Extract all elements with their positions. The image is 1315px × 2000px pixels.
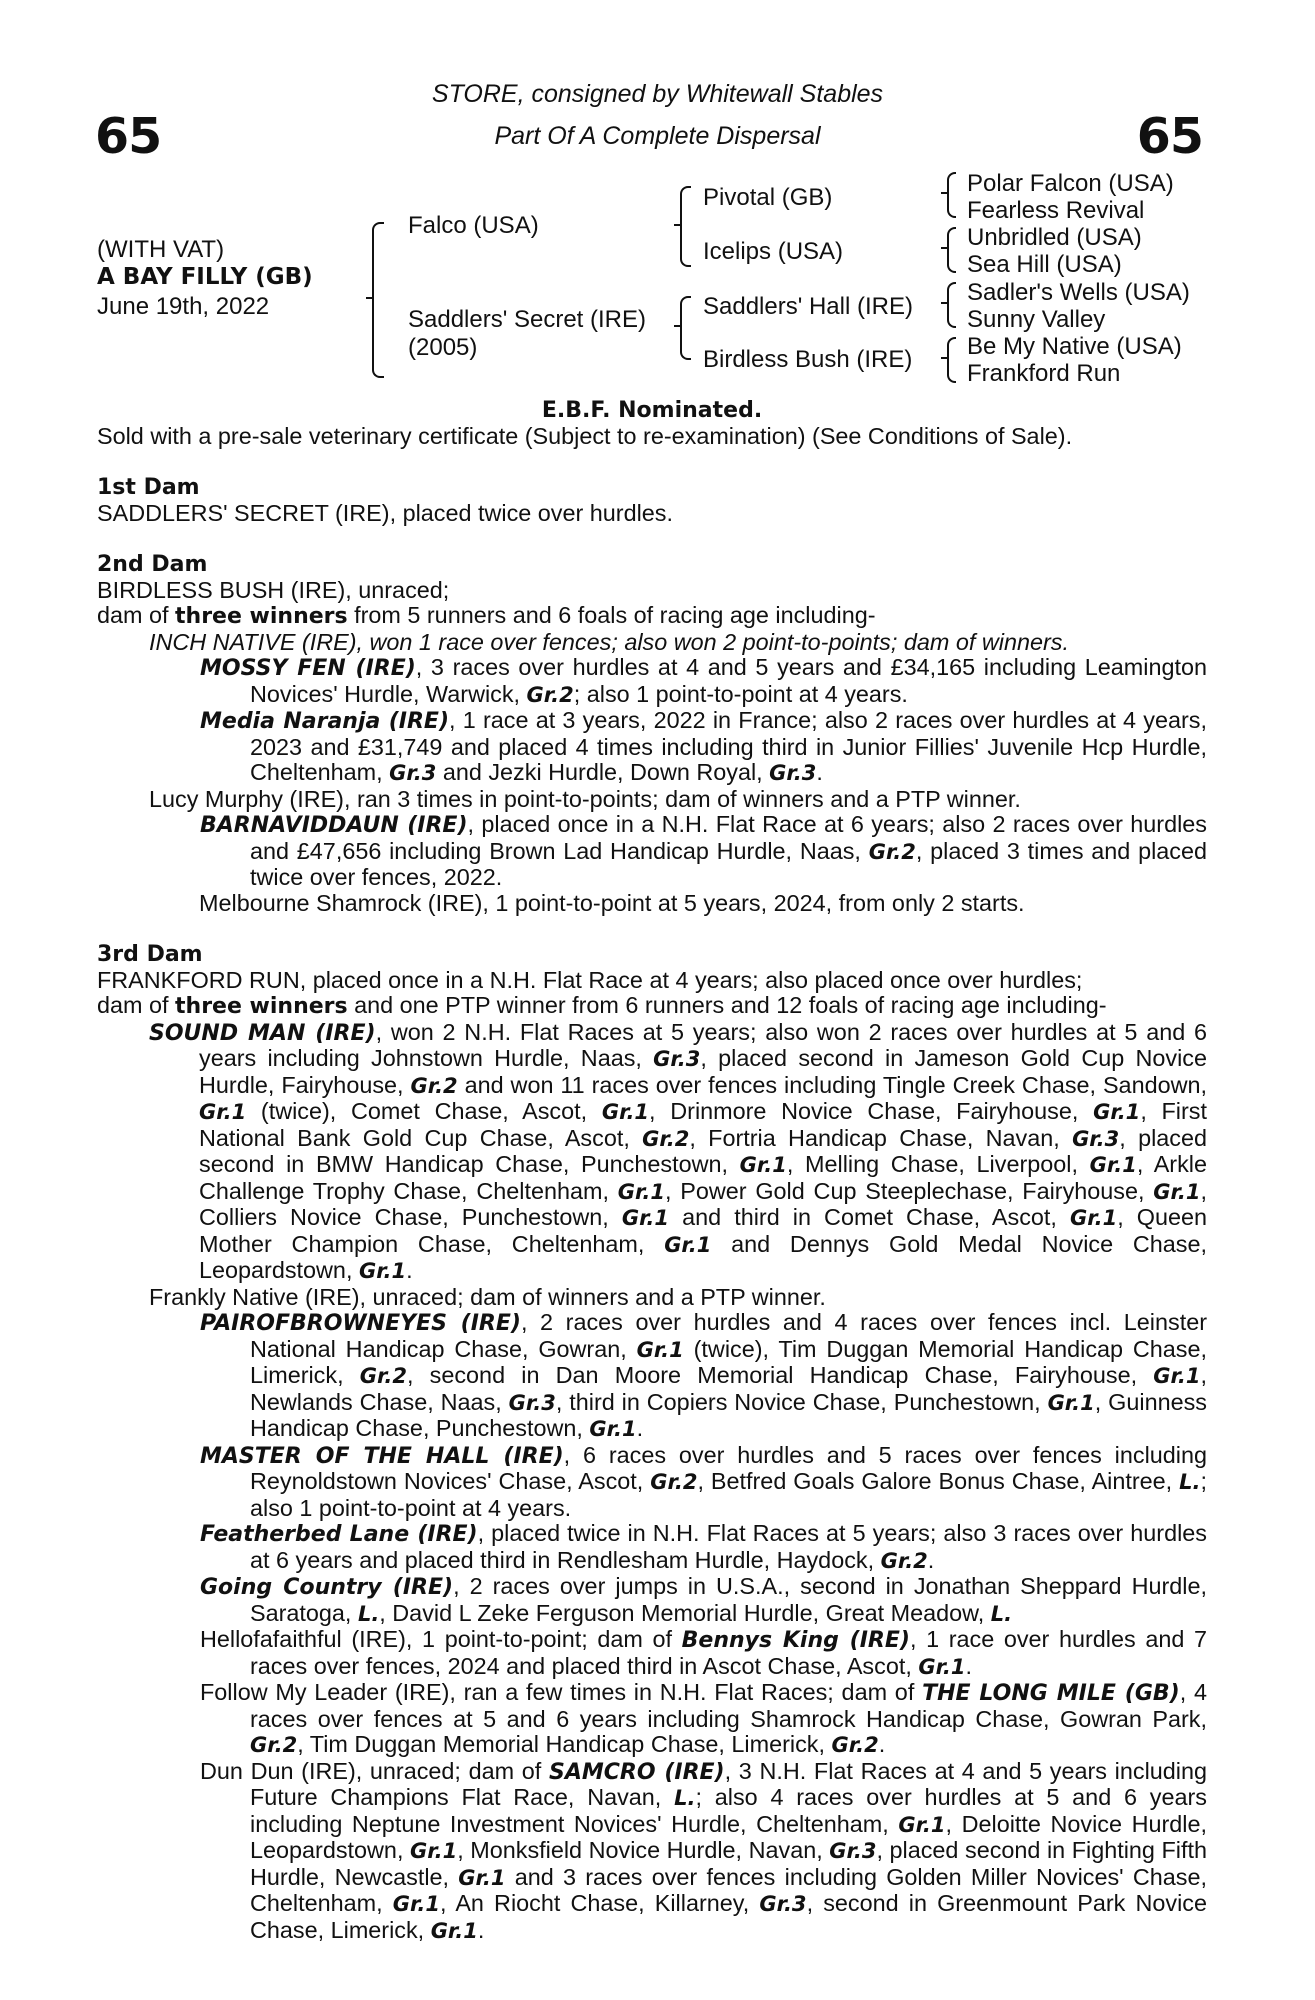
race-text: . (477, 1916, 485, 1943)
race-text: , 3 N.H. Flat Races at 4 and 5 years including Future Champions Flat Race, Navan, (250, 1757, 1207, 1810)
race-text: , An Riocht Chase, Killarney, (439, 1890, 760, 1916)
horse-name: THE LONG MILE (GB) (922, 1681, 1180, 1706)
horse-name: SAMCRO (IRE) (548, 1759, 725, 1785)
dam-bracket (680, 296, 691, 360)
race-grade: Gr.2 (410, 1073, 458, 1098)
text: and one PTP winner from 6 runners and 12 foals of racing age including- (347, 992, 1107, 1018)
race-grade: Gr.1 (458, 1865, 506, 1890)
race-text: . (965, 1652, 973, 1679)
race-text: . (927, 1546, 935, 1573)
dam: Saddlers' Secret (IRE) (408, 306, 646, 333)
text: Dun Dun (IRE), unraced; dam of (200, 1757, 549, 1784)
produce-going-country (97, 1574, 1207, 1627)
race-text: , David L Zeke Ferguson Memorial Hurdle, Great Meadow, (379, 1599, 991, 1626)
pedigree-bracket (372, 222, 384, 378)
race-text: . (878, 1731, 886, 1757)
race-grade: Gr.1 (358, 1259, 407, 1283)
race-grade: Gr.2 (650, 1470, 698, 1494)
produce-melbourne-shamrock: Melbourne Shamrock (IRE), 1 point-to-point at 5 years, 2024, from only 2 starts. (199, 889, 1025, 916)
race-grade: Gr.2 (880, 1548, 928, 1573)
ebf-nominated: E.B.F. Nominated. (541, 398, 763, 423)
race-grade: Gr.3 (1072, 1126, 1120, 1151)
race-text: , Guinness Handicap Chase, Punchestown, (250, 1388, 1207, 1441)
produce-barnaviddaun (97, 812, 1207, 891)
race-text: , Betfred Goals Galore Bonus Chase, Aintree, (697, 1468, 1180, 1494)
race-text: . (406, 1257, 413, 1283)
text: dam of (97, 992, 176, 1018)
race-text: , placed second in Fighting Fifth Hurdle, Newcastle, (250, 1837, 1207, 1890)
produce-follow-my-leader (97, 1680, 1207, 1759)
sire-dam: Icelips (USA) (703, 238, 844, 265)
horse-description: A BAY FILLY (GB) (97, 264, 313, 290)
race-grade: Gr.3 (653, 1047, 701, 1071)
grade: Gr.3 (769, 761, 817, 785)
race-grade: Gr.1 (898, 1812, 946, 1837)
race-text: , placed second in BMW Handicap Chase, Punchestown, (199, 1124, 1208, 1177)
race-text: , Queen Mother Champion Chase, Cheltenham, (199, 1204, 1208, 1257)
race-grade: Gr.3 (508, 1390, 556, 1415)
pedigree-bracket-tip (366, 297, 374, 299)
race-text: and 3 races over fences including Golden Miller Novices' Chase, Cheltenham, (250, 1863, 1207, 1916)
granddam-line-6: Sunny Valley (967, 306, 1106, 333)
granddam-line-1: Polar Falcon (USA) (967, 170, 1174, 197)
horse-name: Featherbed Lane (IRE) (200, 1522, 478, 1547)
text: ; also 1 point-to-point at 4 years. (573, 680, 908, 707)
race-record (199, 1019, 1207, 1284)
produce-frankly-native: Frankly Native (IRE), unraced; dam of winners and a PTP winner. (149, 1283, 826, 1310)
winners-count: three winners (175, 994, 348, 1019)
race-grade: Gr.1 (1070, 1206, 1118, 1230)
second-dam-line: BIRDLESS BUSH (IRE), unraced; (97, 576, 450, 603)
race-text: , won 2 N.H. Flat Races at 5 years; also won 2 races over hurdles at 5 and 6 years including Johnstown Hurdle, Naas, (199, 1018, 1207, 1071)
race-grade: Gr.1 (664, 1232, 712, 1257)
dam-dam: Birdless Bush (IRE) (703, 346, 913, 373)
g-bracket-4 (947, 337, 956, 383)
horse-name: MASTER OF THE HALL (IRE) (200, 1443, 564, 1469)
text: , placed 3 times and placed twice over fences, 2022. (250, 837, 1208, 890)
race-grade: Gr.1 (1047, 1390, 1095, 1415)
g-bracket-3 (947, 282, 956, 328)
race-grade: Gr.1 (1089, 1153, 1137, 1177)
race-text: , 4 races over fences at 5 and 6 years including Shamrock Handicap Chase, Gowran Park, (250, 1679, 1207, 1732)
dam-year: (2005) (408, 334, 478, 361)
race-grade: Gr.1 (392, 1892, 440, 1916)
third-dam-line: FRANKFORD RUN, placed once in a N.H. Flat Race at 4 years; also placed once over hurdles; (97, 966, 1083, 993)
race-grade: Gr.1 (918, 1654, 966, 1679)
second-dam-heading: 2nd Dam (97, 552, 208, 577)
text: Follow My Leader (IRE), ran a few times in N.H. Flat Races; dam of (200, 1679, 923, 1705)
race-grade: Gr.3 (759, 1892, 807, 1916)
produce-inch-native: INCH NATIVE (IRE), won 1 race over fences; also won 2 point-to-points; dam of winners. (149, 628, 1069, 655)
granddam-line-5: Sadler's Wells (USA) (967, 279, 1190, 306)
granddam-line-3: Unbridled (USA) (967, 224, 1142, 251)
g-bracket-tip-1 (941, 192, 949, 194)
dam-sire: Saddlers' Hall (IRE) (703, 293, 913, 320)
race-text: and Dennys Gold Medal Novice Chase, Leopardstown, (199, 1230, 1207, 1283)
horse-name: MOSSY FEN (IRE) (200, 656, 416, 681)
race-text: , 6 races over hurdles and 5 races over fences including Reynoldstown Novices' Chase, Ascot, (250, 1441, 1207, 1494)
race-text: ; also 4 races over hurdles at 5 and 6 years including Neptune Investment Novices' Hurdle, Cheltenham, (250, 1784, 1207, 1837)
race-text: , Melling Chase, Liverpool, (786, 1151, 1090, 1177)
race-grade: Gr.1 (636, 1337, 684, 1362)
text: . (816, 759, 823, 785)
granddam-line-8: Frankford Run (967, 360, 1121, 387)
race-grade: Gr.2 (359, 1364, 407, 1388)
lot-number-right: 65 (1136, 108, 1203, 165)
dam-bracket-tip (674, 325, 682, 327)
race-text: and won 11 races over fences including Tingle Creek Chase, Sandown, (457, 1071, 1207, 1098)
g-bracket-1 (947, 172, 956, 218)
race-grade: Gr.1 (601, 1100, 650, 1124)
race-text: , Colliers Novice Chase, Punchestown, (199, 1177, 1207, 1230)
race-grade: Gr.1 (589, 1417, 637, 1441)
produce-master-of-the-hall (97, 1443, 1207, 1522)
race-text: , Power Gold Cup Steeplechase, Fairyhouse, (664, 1177, 1154, 1204)
first-dam-text: SADDLERS' SECRET (IRE), placed twice over hurdles. (97, 499, 674, 526)
vat-note: (WITH VAT) (97, 236, 225, 263)
race-text: , second in Greenmount Park Novice Chase, Limerick, (250, 1890, 1207, 1943)
horse-name: BARNAVIDDAUN (IRE) (200, 813, 468, 838)
race-text: , Fortria Handicap Chase, Navan, (689, 1124, 1073, 1151)
catalogue-entry (97, 398, 1207, 1944)
race-grade: Gr.1 (1153, 1179, 1201, 1204)
race-grade: Gr.1 (1153, 1364, 1201, 1388)
race-text: (twice), Tim Duggan Memorial Handicap Chase, Limerick, (250, 1335, 1208, 1388)
first-dam-heading: 1st Dam (97, 475, 200, 500)
produce-featherbed-lane (97, 1521, 1207, 1574)
consignor-line: STORE, consigned by Whitewall Stables (431, 80, 884, 108)
text: dam of (97, 602, 176, 628)
text: and Jezki Hurdle, Down Royal, (436, 759, 770, 785)
horse-name: PAIROFBROWNEYES (IRE) (200, 1311, 521, 1336)
dispersal-line: Part Of A Complete Dispersal (494, 122, 821, 150)
race-text: , Drinmore Novice Chase, Fairyhouse, (649, 1098, 1094, 1124)
produce-media-naranja (97, 708, 1207, 787)
winners-count: three winners (175, 604, 348, 629)
race-grade: Gr.1 (617, 1179, 665, 1204)
grade: Gr.2 (526, 682, 574, 707)
sire: Falco (USA) (408, 212, 539, 239)
race-grade: L. (1179, 1470, 1201, 1494)
text: from 5 runners and 6 foals of racing age including- (347, 602, 876, 628)
lot-number-left: 65 (95, 108, 162, 165)
foaling-date: June 19th, 2022 (97, 293, 270, 320)
race-record (250, 1758, 1207, 1943)
race-text: , second in Dan Moore Memorial Handicap Chase, Fairyhouse, (406, 1362, 1154, 1388)
produce-dun-dun (97, 1759, 1207, 1945)
produce-pairofbrowneyes (97, 1310, 1207, 1443)
race-text: , 2 races over jumps in U.S.A., second in Jonathan Sheppard Hurdle, Saratoga, (250, 1573, 1207, 1626)
second-dam-produce-line (97, 603, 1207, 630)
text: , placed once in a N.H. Flat Race at 6 years; also 2 races over hurdles and £47,656 including Brown Lad Handicap Hurdle, Naas, (250, 811, 1207, 864)
race-grade: Gr.1 (1093, 1100, 1141, 1124)
granddam-line-2: Fearless Revival (967, 197, 1145, 224)
race-text: , 1 race over hurdles and 7 races over fences, 2024 and placed third in Ascot Chase, Ascot, (250, 1626, 1207, 1679)
race-text: . (636, 1415, 644, 1441)
race-text: , Monksfield Novice Hurdle, Navan, (457, 1837, 830, 1863)
race-text: , Newlands Chase, Naas, (250, 1362, 1207, 1415)
g-bracket-tip-2 (941, 247, 949, 249)
race-grade: Gr.2 (250, 1733, 298, 1757)
granddam-line-4: Sea Hill (USA) (967, 251, 1122, 278)
race-text: ; also 1 point-to-point at 4 years. (250, 1468, 1208, 1521)
race-text: (twice), Comet Chase, Ascot, (246, 1098, 602, 1124)
horse-name: SOUND MAN (IRE) (149, 1020, 376, 1046)
produce-lucy-murphy: Lucy Murphy (IRE), ran 3 times in point-to-points; dam of winners and a PTP winner. (149, 785, 1021, 812)
race-grade: Gr.1 (739, 1153, 787, 1177)
race-grade: Gr.2 (831, 1733, 879, 1757)
g-bracket-tip-4 (941, 357, 949, 359)
race-text: , placed twice in N.H. Flat Races at 5 years; also 3 races over hurdles at 6 years and placed third in Rendlesham Hurdle, Haydock, (250, 1520, 1207, 1573)
race-text: , Tim Duggan Memorial Handicap Chase, Limerick, (297, 1731, 832, 1757)
grade: Gr.3 (389, 761, 437, 785)
g-bracket-2 (947, 227, 956, 273)
vet-certificate-note: Sold with a pre-sale veterinary certificate (Subject to re-examination) (See Conditions of Sale). (97, 422, 1073, 449)
race-grade: L. (674, 1786, 696, 1810)
text: , 1 race at 3 years, 2022 in France; also 2 races over hurdles at 4 years, 2023 and £31,749 and placed 4 times including third in Junior Fillies' Juvenile Hcp Hurdle, Cheltenham, (250, 707, 1207, 785)
horse-name: Media Naranja (IRE) (200, 709, 449, 734)
horse-name: Going Country (IRE) (200, 1575, 454, 1600)
race-text: , Arkle Challenge Trophy Chase, Cheltenham, (199, 1151, 1207, 1204)
race-grade: Gr.1 (430, 1918, 478, 1943)
race-grade: Gr.1 (199, 1100, 247, 1124)
grade: Gr.2 (868, 839, 916, 864)
race-text: , First National Bank Gold Cup Chase, Ascot, (199, 1098, 1207, 1151)
race-grade: L. (357, 1601, 380, 1626)
sire-bracket (680, 186, 691, 267)
text: , 3 races over hurdles at 4 and 5 years and £34,165 including Leamington Novices' Hurdle, Warwick, (250, 654, 1207, 707)
produce-mossy-fen (97, 655, 1207, 708)
sire-bracket-tip (674, 224, 682, 226)
race-text: , third in Copiers Novice Chase, Punchestown, (555, 1388, 1048, 1415)
race-grade: Gr.1 (410, 1839, 458, 1863)
race-grade: Gr.1 (621, 1206, 670, 1230)
produce-hellofafaithful (97, 1627, 1207, 1680)
text: Hellofafaithful (IRE), 1 point-to-point; dam of (200, 1626, 682, 1652)
sire-sire: Pivotal (GB) (703, 184, 833, 211)
race-grade: Gr.2 (642, 1126, 690, 1151)
third-dam-produce-line (97, 993, 1207, 1020)
granddam-line-7: Be My Native (USA) (967, 333, 1182, 360)
g-bracket-tip-3 (941, 302, 949, 304)
race-text: , placed second in Jameson Gold Cup Novice Hurdle, Fairyhouse, (199, 1045, 1207, 1098)
race-text: , Deloitte Novice Hurdle, Leopardstown, (250, 1810, 1207, 1863)
produce-sound-man (97, 1020, 1207, 1285)
race-grade: Gr.3 (829, 1839, 877, 1863)
race-text: and third in Comet Chase, Ascot, (669, 1204, 1070, 1230)
horse-name: Bennys King (IRE) (681, 1628, 910, 1653)
third-dam-heading: 3rd Dam (97, 942, 203, 967)
race-grade: L. (990, 1601, 1013, 1626)
race-text: , 2 races over hurdles and 4 races over fences incl. Leinster National Handicap Chase, Gowran, (250, 1309, 1207, 1362)
